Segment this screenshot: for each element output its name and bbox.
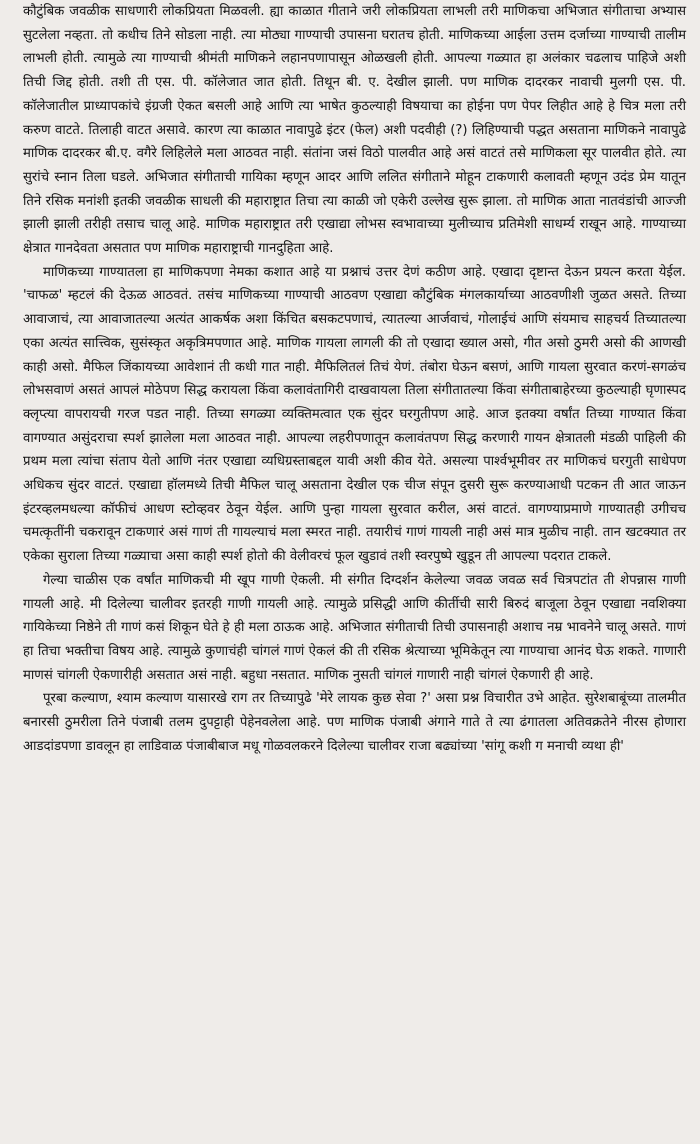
paragraph-2: माणिकच्या गाण्यातला हा माणिकपणा नेमका कशात आहे या प्रश्नाचं उत्तर देणं कठीण आहे. एखादा दृष्टान्त देऊन प्रयत्न करता येईल. 'चाफळ' म्हटलं की देऊळ आठवतं. तसंच माणिकच्या गाण्याची आठवण एखाद्या कौटुंबिक मंगलकार्याच्या आठवणीशी जुळत असते. तिच्या आवाजाचं, त्या आवाजातल्या अत्यंत आकर्षक अशा किंचित बसकटपणाचं, त्यातल्या आर्जवाचं, गोलाईचं आणि संयमाच साहचर्य तिच्यातल्या एका अत्यंत सात्त्विक, सुसंस्कृत अकृत्रिमपणात आहे. माणिक गायला लागली की तो एखादा ख्याल असो, गीत असो ठुमरी असो की आणखी काही असो. मैफिल जिंकायच्या आवेशानं ती कधी गात नाही. मैफिलितलं तिचं येणं. तंबोरा घेऊन बसणं, आणि गायला सुरवात करणं-सगळंच लोभसवाणं असतं आपलं मोठेपण सिद्ध करायला किंवा कलावंतागिरी दाखवायला तिला संगीतातल्या किंवा संगीताबाहेरच्या कुठल्याही घृणास्पद क्लृप्त्या वापरायची गरज पडत नाही. तिच्या सगळ्या व्यक्तिमत्वात एक सुंदर घरगुतीपण आहे. आज इतक्या वर्षांत तिच्या गाण्यात किंवा वागण्यात असुंदराचा स्पर्श झालेला मला आठवत नाही. आपल्या लहरीपणातून कलावंतपण सिद्ध करणारी गायन क्षेत्रातली मंडळी पाहिली की प्रथम मला त्यांचा संताप येतो आणि नंतर एखाद्या व्यधिग्रस्ताबद्दल यावी अशी कीव येते. असल्या पार्श्वभूमीवर तर माणिकचं घरगुती साधेपण अधिकच सुंदर वाटतं. एखाद्या हॉलमध्ये तिची मैफिल चालू असताना देखील एक चीज संपून दुसरी सुरू करण्याआधी पटकन ती आत जाऊन इंटरव्हलमधल्या कॉफीचं आधण स्टोव्हवर ठेवून येईल. आणि पुन्हा गायला सुरवात करील, असं वाटतं. वागण्याप्रमाणे गाण्यातही उगीचच चमत्कृतींनी चकरावून टाकणारं असं गाणं ती गायल्याचं मला स्मरत नाही. तयारीचं गाणं गायली नाही असं मात्र मुळीच नाही. तान खटक्यात तर एकेका सुराला तिच्या गळ्याचा असा काही स्पर्श होतो की वेलीवरचं फूल खुडावं तशी स्वरपुष्पे खुडून ती आपल्या पदरात टाकले.: [23, 264, 686, 565]
paragraph-1: कौटुंबिक जवळीक साधणारी लोकप्रियता मिळवली. ह्या काळात गीताने जरी लोकप्रियता लाभली तरी माणिकचा अभिजात संगीताचा अभ्यास सुटलेला नव्हता. तो कधीच तिने सोडला नाही. त्या मोठ्या गाण्याची उपासना घरातच होती. माणिकच्या आईला उत्तम दर्जाच्या गाण्याची तालीम लाभली होती. त्यामुळे त्या गाण्याची श्रीमंती माणिकने लहानपणापासून ओळखली होती. आपल्या गळ्यात हा अलंकार चढलाच पाहिजे अशी तिची जिद्द होती. तशी ती एस. पी. कॉलेजात जात होती. तिथून बी. ए. देखील झाली. पण माणिक दादरकर नावाची मुलगी एस. पी. कॉलेजातील प्राध्यापकांचे इंग्रजी ऐकत बसली आहे आणि त्या भाषेत कुठल्याही विषयाचा का होईना पण पेपर लिहीत आहे हे चित्र मला तरी करुण वाटते. तिलाही वाटत असावे. कारण त्या काळात नावापुढे इंटर (फेल) अशी पदवीही (?) लिहिण्याची पद्धत असताना माणिकने नावापुढे माणिक दादरकर बी.ए. वगैरे लिहिलेले मला आठवत नाही. संतांना जसं विठो पालवीत आहे असं वाटतं तसे माणिकला सूर पालवीत होते. त्या सुरांचे स्नान तिला घडले. अभिजात संगीताची गायिका म्हणून आदर आणि ललित संगीताने मोहून टाकणारी कलावती म्हणून उदंड प्रेम यातून तिने रसिक मनांशी इतकी जवळीक साधली की महाराष्ट्रात तिचा त्या काळी जो एकेरी उल्लेख सुरू झाला. तो माणिक आता नातवंडांची आज्जी झाली झाली तरीही तसाच चालू आहे. माणिक महाराष्ट्रात तरी एखाद्या लोभस स्वभावाच्या मुलीच्याच प्रतिमेशी साधर्म्य राखून आहे. गाण्याच्या क्षेत्रात गानदेवता असतात पण माणिक महाराष्ट्राची गानदुहिता आहे.: [23, 4, 686, 257]
paragraph-4: पूरबा कल्याण, श्याम कल्याण यासारखे राग तर तिच्यापुढे 'मेरे लायक कुछ सेवा ?' असा प्रश्न विचारीत उभे आहेत. सुरेशबाबूंच्या तालमीत बनारसी ठुमरीला तिने पंजाबी तलम दुपट्टाही पेहेनवलेला आहे. पण माणिक पंजाबी अंगाने गाते ते त्या ढंगातला अतिवक्रतेने नीरस होणारा आडदांडपणा डावलून हा लाडिवाळ पंजाबीबाज मधू गोळवलकरने दिलेल्या चालीवर राजा बढ्यांच्या 'सांगू कशी ग मनाची व्यथा ही': [23, 691, 686, 754]
paragraph-3: गेल्या चाळीस एक वर्षांत माणिकची मी खूप गाणी ऐकली. मी संगीत दिग्दर्शन केलेल्या जवळ जवळ सर्व चित्रपटांत ती शेपन्नास गाणी गायली आहे. मी दिलेल्या चालीवर इतरही गाणी गायली आहे. त्यामुळे प्रसिद्धी आणि कीर्तीची सारी बिरुदं बाजूला ठेवून एखाद्या नवशिक्या गायिकेच्या निष्ठेने ती गाणं कसं शिकून घेते हे ही मला ठाऊक आहे. अभिजात संगीताची तिची उपासनाही अशाच नम्र भावनेने चालू असते. गाणं हा तिचा भक्तीचा विषय आहे. त्यामुळे कुणाचंही चांगलं गाणं ऐकलं की ती रसिक श्रेत्याच्या भूमिकेतून त्या गाण्याचा आनंद घेऊ शकते. गाणारी माणसं चांगली ऐकणारीही असतात असं नाही. बहुधा नसतात. माणिक नुसती चांगलं गाणारी नाही चांगलं ऐकणारी ही आहे.: [23, 572, 686, 683]
